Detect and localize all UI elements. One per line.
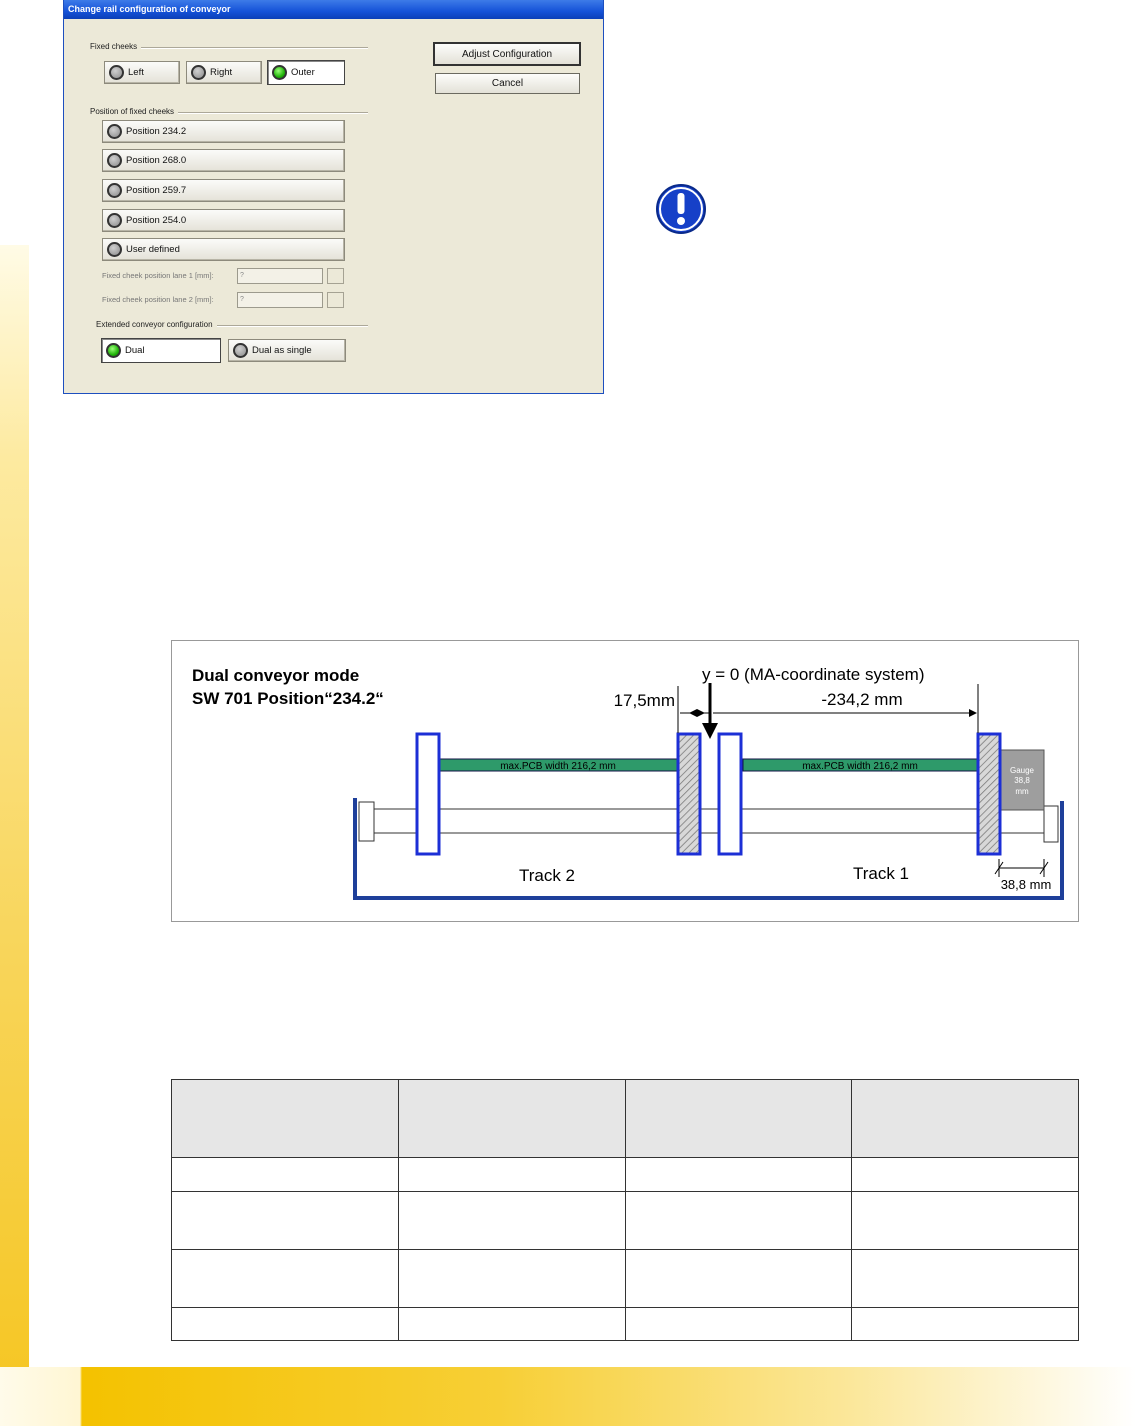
status-led-icon bbox=[272, 65, 287, 80]
cheek-fixed-center bbox=[678, 734, 700, 854]
cancel-button[interactable]: Cancel bbox=[435, 73, 580, 94]
option-label: Right bbox=[210, 67, 233, 78]
option-label: Left bbox=[128, 67, 144, 78]
table-cell bbox=[398, 1308, 625, 1341]
rail-end-left bbox=[359, 802, 374, 841]
position-268-button[interactable] bbox=[102, 149, 345, 172]
dual-option-button[interactable] bbox=[101, 338, 221, 363]
table-row bbox=[172, 1192, 1079, 1250]
adjust-configuration-button[interactable]: Adjust Configuration bbox=[433, 42, 581, 66]
status-led-icon bbox=[107, 153, 122, 168]
diagram-subtitle: SW 701 Position“234.2“ bbox=[192, 689, 384, 708]
track2-label: Track 2 bbox=[518, 866, 576, 885]
lane1-browse-button[interactable] bbox=[327, 268, 344, 284]
data-table bbox=[171, 1079, 1079, 1341]
status-led-icon bbox=[107, 242, 122, 257]
extended-group-label: Extended conveyor configuration bbox=[96, 320, 217, 329]
conveyor-rail bbox=[359, 809, 1049, 833]
lane2-position-input[interactable]: ? bbox=[237, 292, 323, 308]
table-header-cell bbox=[852, 1080, 1079, 1158]
bottom-bar bbox=[0, 1367, 1136, 1426]
user-defined-button[interactable] bbox=[102, 238, 345, 261]
position-254-button[interactable] bbox=[102, 209, 345, 232]
table-header-cell bbox=[625, 1080, 852, 1158]
table-header-row bbox=[172, 1080, 1079, 1158]
pcb-width-label-right: max.PCB width 216,2 mm bbox=[802, 761, 918, 772]
fixed-cheeks-label: Fixed cheeks bbox=[90, 42, 141, 51]
gauge-dim-label: 38,8 mm bbox=[1000, 877, 1052, 892]
rail-end-right bbox=[1044, 806, 1058, 842]
option-label: Outer bbox=[291, 67, 315, 78]
diagram-title: Dual conveyor mode bbox=[192, 666, 360, 685]
option-label: Position 254.0 bbox=[126, 215, 187, 226]
dual-as-single-button[interactable] bbox=[228, 339, 346, 362]
cheek-fixed-right bbox=[978, 734, 1000, 854]
y-zero-label: y = 0 (MA-coordinate system) bbox=[702, 665, 925, 684]
status-led-icon bbox=[233, 343, 248, 358]
table-cell bbox=[398, 1250, 625, 1308]
rail-config-dialog bbox=[63, 0, 604, 394]
position-group-label: Position of fixed cheeks bbox=[90, 107, 178, 116]
lane1-field-label: Fixed cheek position lane 1 [mm]: bbox=[102, 271, 214, 280]
table-cell bbox=[852, 1250, 1079, 1308]
dim-right-label: -234,2 mm bbox=[821, 690, 903, 709]
conveyor-diagram bbox=[171, 640, 1079, 922]
table-cell bbox=[852, 1158, 1079, 1192]
option-label: Dual bbox=[125, 345, 145, 356]
option-label: Dual as single bbox=[252, 345, 312, 356]
table-cell bbox=[172, 1250, 399, 1308]
track1-label: Track 1 bbox=[852, 864, 910, 883]
table-row bbox=[172, 1308, 1079, 1341]
option-label: Position 234.2 bbox=[126, 126, 187, 137]
status-led-icon bbox=[106, 343, 121, 358]
conveyor-diagram-svg bbox=[172, 641, 1078, 921]
table-cell bbox=[172, 1192, 399, 1250]
lane1-position-input[interactable]: ? bbox=[237, 268, 323, 284]
table-cell bbox=[625, 1308, 852, 1341]
table-cell bbox=[625, 1158, 852, 1192]
option-label: Position 259.7 bbox=[126, 185, 187, 196]
pcb-width-label-left: max.PCB width 216,2 mm bbox=[500, 761, 616, 772]
table-cell bbox=[625, 1192, 852, 1250]
cheek-movable-track1 bbox=[719, 734, 741, 854]
y-zero-arrowhead bbox=[702, 723, 718, 739]
gauge-value: 38,8 bbox=[1014, 776, 1030, 785]
position-259-button[interactable] bbox=[102, 179, 345, 202]
exclamation-icon bbox=[655, 183, 707, 235]
cheek-movable-track2 bbox=[417, 734, 439, 854]
dim-left-label: 17,5mm bbox=[613, 691, 675, 710]
table-cell bbox=[398, 1158, 625, 1192]
table-row bbox=[172, 1158, 1079, 1192]
table-cell bbox=[625, 1250, 852, 1308]
dialog-title: Change rail configuration of conveyor bbox=[64, 0, 603, 19]
status-led-icon bbox=[107, 183, 122, 198]
option-label: User defined bbox=[126, 244, 180, 255]
status-led-icon bbox=[107, 124, 122, 139]
table-cell bbox=[852, 1192, 1079, 1250]
table-header-cell bbox=[398, 1080, 625, 1158]
outer-option-button[interactable] bbox=[267, 60, 345, 85]
position-234-button[interactable] bbox=[102, 120, 345, 143]
table-header-cell bbox=[172, 1080, 399, 1158]
table-cell bbox=[398, 1192, 625, 1250]
table-cell bbox=[852, 1308, 1079, 1341]
left-option-button[interactable] bbox=[104, 61, 180, 84]
gauge-unit: mm bbox=[1015, 787, 1029, 796]
gauge-label: Gauge bbox=[1009, 766, 1035, 775]
right-option-button[interactable] bbox=[186, 61, 262, 84]
status-led-icon bbox=[109, 65, 124, 80]
status-led-icon bbox=[191, 65, 206, 80]
status-led-icon bbox=[107, 213, 122, 228]
table-cell bbox=[172, 1158, 399, 1192]
lane2-browse-button[interactable] bbox=[327, 292, 344, 308]
sidebar-stripe bbox=[0, 245, 29, 1426]
table-row bbox=[172, 1250, 1079, 1308]
option-label: Position 268.0 bbox=[126, 155, 187, 166]
lane2-field-label: Fixed cheek position lane 2 [mm]: bbox=[102, 295, 214, 304]
table-cell bbox=[172, 1308, 399, 1341]
